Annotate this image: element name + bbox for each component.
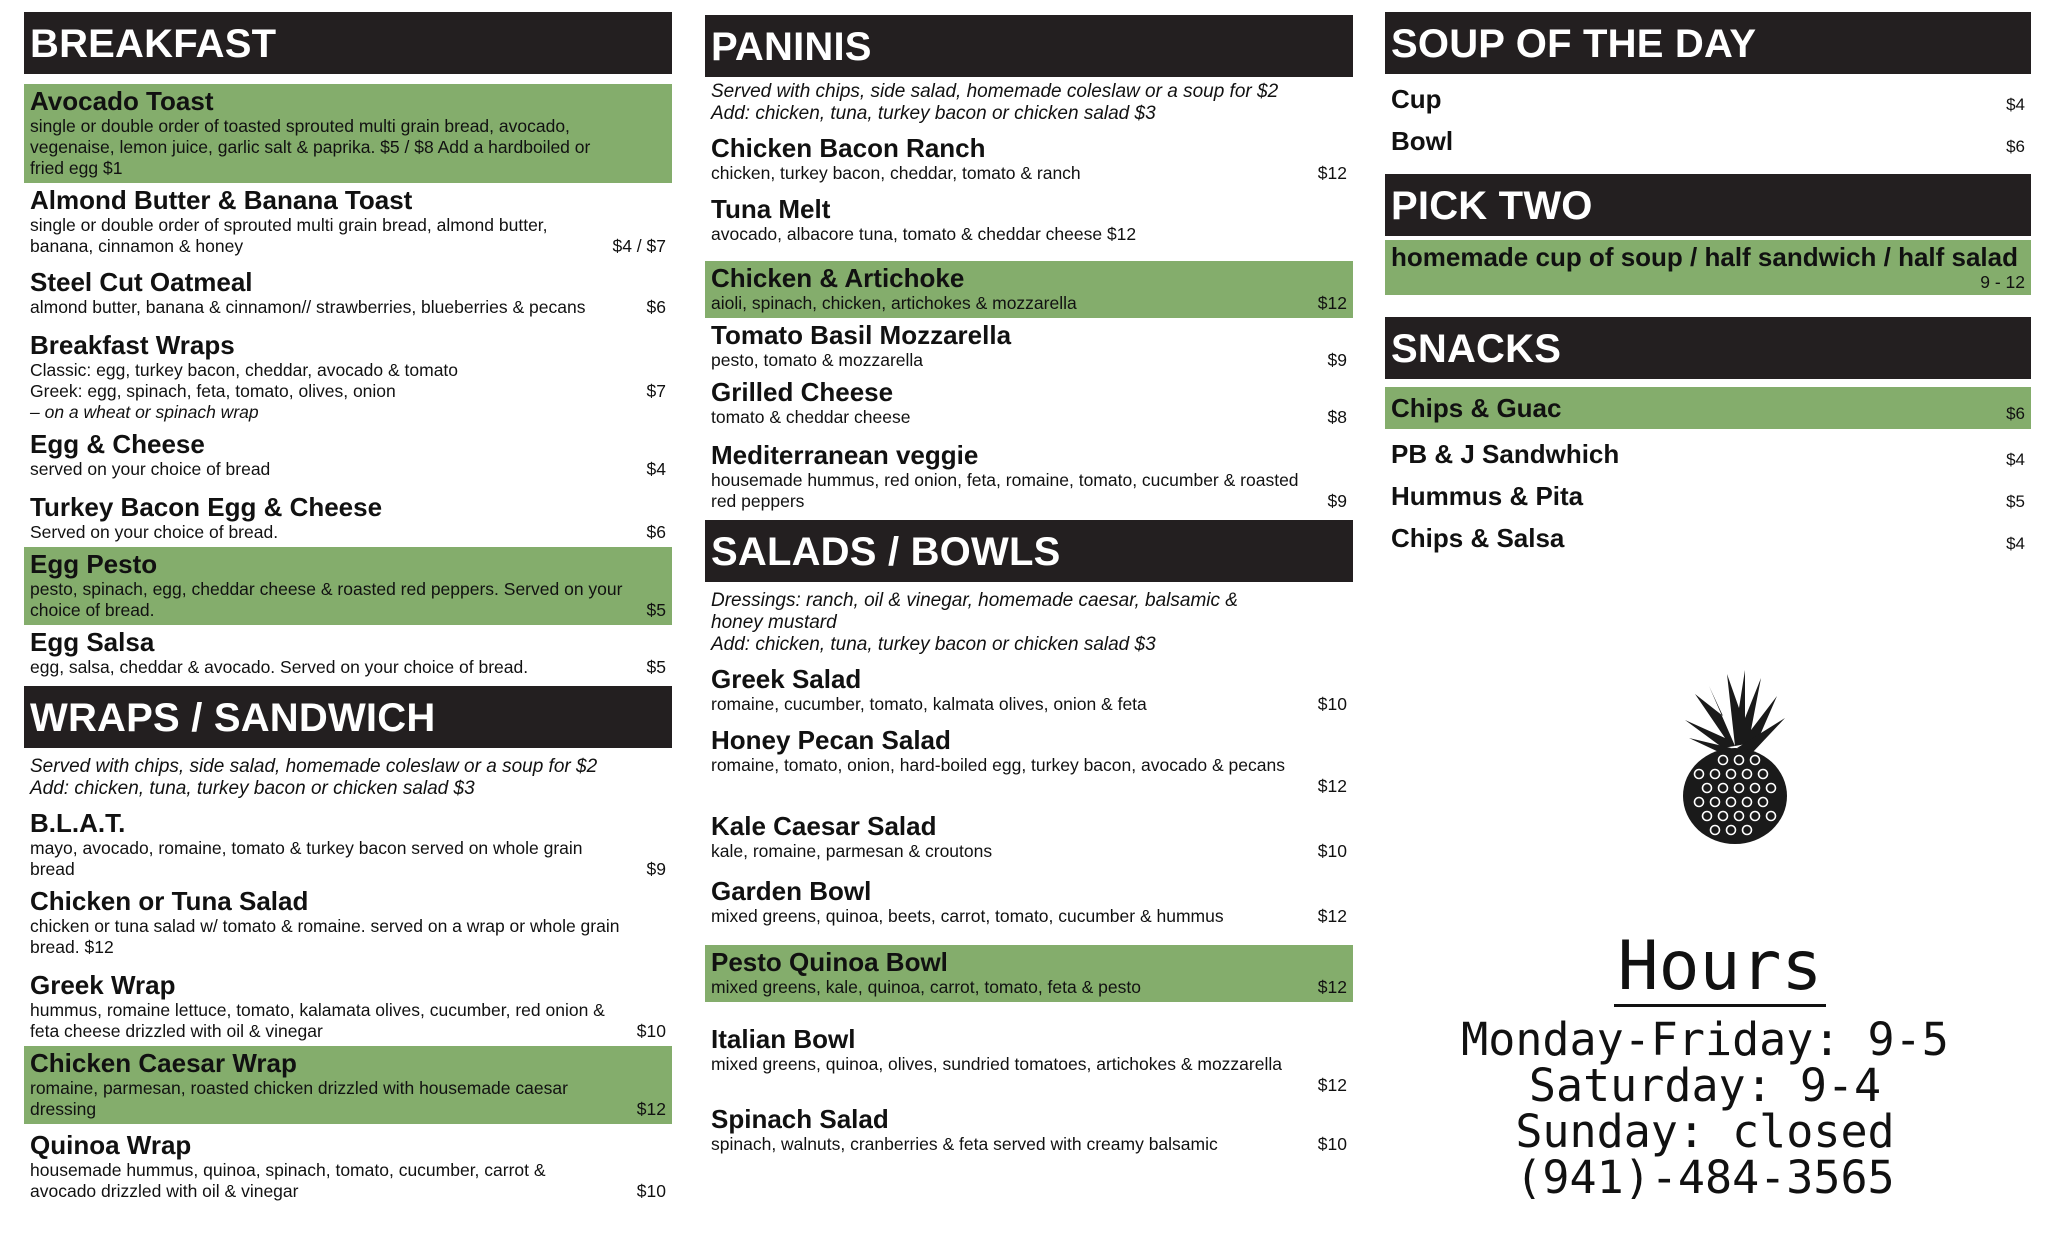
item-name: Breakfast Wraps [30,330,235,360]
pineapple-icon [1665,668,1805,846]
hours-phone: (941)-484-3565 [1515,1151,1895,1204]
item-name: Chicken & Artichoke [711,263,965,293]
item-desc: chicken, turkey bacon, cheddar, tomato & ranch [711,163,1081,183]
item-name: Chips & Salsa [1391,523,1565,553]
item-desc: mixed greens, kale, quinoa, carrot, tomato, feta & pesto [711,977,1141,997]
item-price: $10 [636,1181,666,1201]
item-price: $10 [1317,694,1347,714]
item-desc: single or double order of sprouted multi grain bread, almond butter, banana, cinnamon & honey [30,215,548,256]
item-name: Chicken Bacon Ranch [711,133,986,163]
pick-two-price: 9 - 12 [1980,272,2025,292]
menu-item-italian-bowl [705,1022,1353,1100]
hours-sunday: Sunday: closed [1515,1105,1895,1158]
item-price: $12 [1317,776,1347,796]
item-desc-greek: Greek: egg, spinach, feta, tomato, olives, onion [30,381,396,401]
item-desc: served on your choice of bread [30,459,271,479]
item-price: $6 [646,522,666,542]
item-desc: romaine, cucumber, tomato, kalmata olives, onion & feta [711,694,1147,714]
item-name: Steel Cut Oatmeal [30,267,253,297]
item-price: $12 [1317,906,1347,926]
menu-item-avocado-toast [24,84,672,183]
item-name: Avocado Toast [30,86,214,116]
item-desc: romaine, parmesan, roasted chicken drizzled with housemade caesar dressing [30,1078,568,1119]
item-desc: mayo, avocado, romaine, tomato & turkey bacon served on whole grain bread [30,838,583,879]
item-name: B.L.A.T. [30,808,126,838]
item-price: $5 [2006,492,2025,511]
soup-item-bowl [1385,120,2031,162]
item-price: $4 / $7 [612,236,666,256]
menu-item-chicken-artichoke [705,261,1353,318]
item-desc-classic: Classic: egg, turkey bacon, cheddar, avocado & tomato [30,360,459,380]
wraps-header: WRAPS / SANDWICH [24,686,672,748]
item-desc-wrap-note: – on a wheat or spinach wrap [30,402,259,422]
item-name: Grilled Cheese [711,377,894,407]
item-name: Almond Butter & Banana Toast [30,185,413,215]
item-desc: tomato & cheddar cheese [711,407,911,427]
item-price: $10 [636,1021,666,1041]
item-price: $6 [2006,137,2025,156]
item-price: $8 [1327,407,1347,427]
item-name: Egg Pesto [30,549,158,579]
item-name: Egg Salsa [30,627,155,657]
item-name: Chips & Guac [1391,393,1562,423]
item-price: $10 [1317,1134,1347,1154]
item-name: Honey Pecan Salad [711,725,951,755]
hours-weekdays: Monday-Friday: 9-5 [1461,1013,1949,1066]
item-name: Spinach Salad [711,1104,889,1134]
item-price: $5 [646,600,666,620]
item-desc: mixed greens, quinoa, beets, carrot, tomato, cucumber & hummus [711,906,1224,926]
item-name: Kale Caesar Salad [711,811,937,841]
menu-item-almond-butter-toast [24,183,672,261]
item-desc: almond butter, banana & cinnamon// strawberries, blueberries & pecans [30,297,586,317]
menu-item-greek-wrap [24,968,672,1046]
pick-two-desc: homemade cup of soup / half sandwich / half salad [1391,242,2018,272]
hours-block [1380,927,2030,1204]
paninis-note-sides: Served with chips, side salad, homemade coleslaw or a soup for $2 [711,81,1279,102]
menu-item-tomato-basil-mozzarella [705,318,1353,375]
menu-item-egg-salsa [24,625,672,682]
salads-note-dressings: Dressings: ranch, oil & vinegar, homemade caesar, balsamic & honey mustard [711,590,1238,633]
menu-item-breakfast-wraps [24,328,672,427]
soup-header: SOUP OF THE DAY [1385,12,2031,74]
item-price: $4 [2006,534,2025,553]
item-price: $10 [1317,841,1347,861]
menu-item-turkey-bacon-egg-cheese [24,490,672,547]
item-desc: avocado, albacore tuna, tomato & cheddar cheese $12 [711,224,1137,244]
item-price: $12 [636,1099,666,1119]
item-desc: kale, romaine, parmesan & croutons [711,841,993,861]
menu-item-grilled-cheese [705,375,1353,432]
snack-item-pbj [1385,433,2031,475]
menu-item-oatmeal [24,265,672,322]
menu-item-mediterranean-veggie [705,438,1353,516]
column-soup-snacks-hours [1385,12,2031,559]
item-name: Italian Bowl [711,1024,856,1054]
item-name: Greek Salad [711,664,862,694]
item-name: Garden Bowl [711,876,872,906]
column-breakfast-wraps [24,12,672,1206]
item-price: $9 [1327,491,1347,511]
item-desc: housemade hummus, red onion, feta, romaine, tomato, cucumber & roasted red peppers [711,470,1299,511]
item-price: $9 [1327,350,1347,370]
item-desc: spinach, walnuts, cranberries & feta served with creamy balsamic [711,1134,1218,1154]
item-desc: mixed greens, quinoa, olives, sundried tomatoes, artichokes & mozzarella [711,1054,1282,1074]
item-name: Bowl [1391,126,1454,156]
soup-item-cup [1385,78,2031,120]
item-desc: hummus, romaine lettuce, tomato, kalamata olives, cucumber, red onion & feta cheese drizzled with oil & vinegar [30,1000,605,1041]
item-desc: pesto, tomato & mozzarella [711,350,924,370]
hours-title: Hours [1614,930,1827,1007]
menu-item-chicken-tuna-salad [24,884,672,962]
hours-saturday: Saturday: 9-4 [1528,1059,1882,1112]
paninis-note-add: Add: chicken, tuna, turkey bacon or chicken salad $3 [711,103,1156,124]
item-desc: egg, salsa, cheddar & avocado. Served on your choice of bread. [30,657,529,677]
item-name: Hummus & Pita [1391,481,1584,511]
pick-two-item [1385,240,2031,295]
menu-item-blat [24,806,672,884]
menu-item-egg-cheese [24,427,672,484]
item-desc: chicken or tuna salad w/ tomato & romaine. served on a wrap or whole grain bread. $12 [30,916,620,957]
item-desc: single or double order of toasted sprouted multi grain bread, avocado, vegenaise, lemon juice, garlic salt & paprika. $5 / $8 Add a hardboiled or fried egg $1 [30,116,591,178]
wraps-note-add: Add: chicken, tuna, turkey bacon or chicken salad $3 [30,778,475,799]
item-desc: romaine, tomato, onion, hard-boiled egg, turkey bacon, avocado & pecans [711,755,1285,775]
menu-item-chicken-bacon-ranch [705,131,1353,188]
item-name: Greek Wrap [30,970,176,1000]
menu-item-greek-salad [705,662,1353,719]
paninis-note [705,77,1353,131]
item-name: Mediterranean veggie [711,440,979,470]
item-price: $4 [646,459,666,479]
item-price: $5 [646,657,666,677]
item-name: Cup [1391,84,1442,114]
menu-item-egg-pesto [24,547,672,625]
column-paninis-salads [705,15,1353,1159]
item-desc: aioli, spinach, chicken, artichokes & mozzarella [711,293,1077,313]
item-price: $4 [2006,95,2025,114]
snack-item-chips-salsa [1385,517,2031,559]
item-name: Chicken or Tuna Salad [30,886,309,916]
menu-item-kale-caesar-salad [705,809,1353,866]
item-desc: housemade hummus, quinoa, spinach, tomato, cucumber, carrot & avocado drizzled with oil & vinegar [30,1160,546,1201]
item-price: $12 [1317,163,1347,183]
item-name: PB & J Sandwhich [1391,439,1620,469]
item-name: Pesto Quinoa Bowl [711,947,948,977]
item-price: $9 [646,859,666,879]
item-desc: pesto, spinach, egg, cheddar cheese & roasted red peppers. Served on your choice of bread. [30,579,623,620]
menu-item-tuna-melt [705,192,1353,249]
breakfast-header: BREAKFAST [24,12,672,74]
item-desc: Served on your choice of bread. [30,522,279,542]
salads-header: SALADS / BOWLS [705,520,1353,582]
menu-item-pesto-quinoa-bowl [705,945,1353,1002]
wraps-note-sides: Served with chips, side salad, homemade coleslaw or a soup for $2 [30,756,598,777]
item-name: Tuna Melt [711,194,831,224]
item-price: $4 [2006,450,2025,469]
menu-item-chicken-caesar-wrap [24,1046,672,1124]
snack-item-chips-guac [1385,387,2031,429]
menu-item-honey-pecan-salad [705,723,1353,801]
salads-note [705,582,1353,662]
snack-item-hummus-pita [1385,475,2031,517]
pick-two-header: PICK TWO [1385,174,2031,236]
item-name: Chicken Caesar Wrap [30,1048,297,1078]
salads-note-add: Add: chicken, tuna, turkey bacon or chicken salad $3 [711,634,1156,655]
item-price: $7 [646,381,666,401]
item-price: $12 [1317,1075,1347,1095]
item-price: $6 [2006,404,2025,423]
item-name: Egg & Cheese [30,429,205,459]
paninis-header: PANINIS [705,15,1353,77]
wraps-note [24,748,672,806]
menu-item-spinach-salad [705,1102,1353,1159]
item-price: $12 [1317,293,1347,313]
item-name: Turkey Bacon Egg & Cheese [30,492,383,522]
item-price: $12 [1317,977,1347,997]
item-name: Tomato Basil Mozzarella [711,320,1012,350]
menu-item-quinoa-wrap [24,1128,672,1206]
item-name: Quinoa Wrap [30,1130,192,1160]
item-price: $6 [646,297,666,317]
snacks-header: SNACKS [1385,317,2031,379]
menu-item-garden-bowl [705,874,1353,931]
